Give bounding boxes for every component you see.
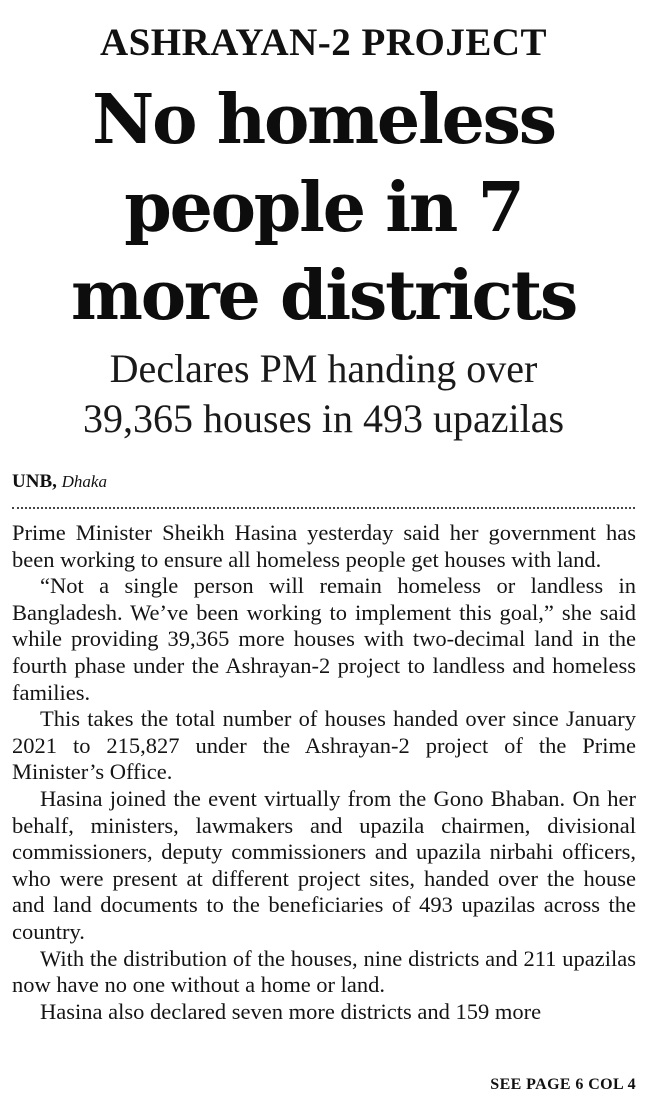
body-paragraph: Hasina also declared seven more districts and 159 more: [40, 998, 542, 1024]
body-paragraph: Prime Minister Sheikh Hasina yesterday said her government has been working to ensure all homeless people get houses with land.: [12, 520, 636, 572]
dotted-divider: [12, 507, 635, 509]
byline-place: Dhaka: [61, 472, 107, 491]
kicker: ASHRAYAN-2 PROJECT: [99, 21, 548, 64]
byline-agency: UNB,: [12, 471, 57, 492]
body-paragraph: This takes the total number of houses handed over since January 2021 to 215,827 under the Ashrayan-2 project of the Prime Minister’s Office.: [12, 706, 636, 785]
article-body: [12, 520, 636, 1025]
headline-line: more districts: [70, 256, 577, 336]
deck-line: 39,365 houses in 493 upazilas: [82, 396, 565, 441]
byline: [12, 471, 107, 493]
deck-subheadline: [0, 344, 647, 444]
headline-line: people in 7: [124, 168, 523, 248]
headline-line: No homeless: [92, 80, 555, 160]
continuation-jump[interactable]: SEE PAGE 6 COL 4: [490, 1076, 636, 1093]
body-paragraph: “Not a single person will remain homeless or landless in Bangladesh. We’ve been working to implement this goal,” she said while providing 39,365 more houses with two-decimal land in the fourth phase under the Ashrayan-2 project to landless and homeless families.: [12, 573, 636, 705]
headline: [0, 76, 647, 340]
body-paragraph: Hasina joined the event virtually from the Gono Bhaban. On her behalf, ministers, lawmakers and upazila chairmen, divisional commissioners, deputy commissioners and upazila nirbahi officers, who were present at different project sites, handed over the house and land documents to the beneficiaries of 493 upazilas across the country.: [12, 785, 636, 944]
deck-line: Declares PM handing over: [109, 346, 538, 391]
body-paragraph: With the distribution of the houses, nine districts and 211 upazilas now have no one without a home or land.: [12, 945, 636, 998]
